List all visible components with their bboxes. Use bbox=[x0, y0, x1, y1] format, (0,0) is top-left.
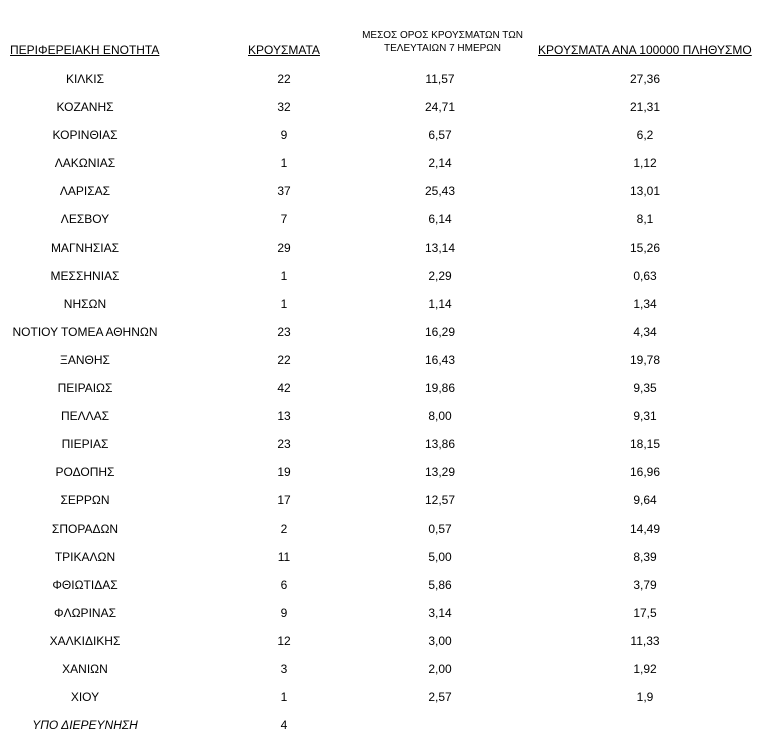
table-row bbox=[0, 66, 779, 94]
per100k-cell: 17,5 bbox=[633, 605, 657, 620]
per100k-cell: 21,31 bbox=[629, 100, 661, 115]
table-row bbox=[0, 347, 779, 375]
avg-cell: 16,43 bbox=[424, 352, 456, 367]
cases-cell: 13 bbox=[277, 409, 291, 424]
region-cell: ΦΛΩΡΙΝΑΣ bbox=[54, 605, 116, 620]
region-cell: ΝΗΣΩΝ bbox=[63, 296, 107, 311]
table-row bbox=[0, 572, 779, 600]
table-row bbox=[0, 94, 779, 122]
cases-cell: 1 bbox=[280, 268, 288, 283]
avg-cell: 2,00 bbox=[428, 661, 452, 676]
table-row bbox=[0, 403, 779, 431]
avg-cell: 12,57 bbox=[424, 493, 456, 508]
table-row bbox=[0, 656, 779, 684]
avg-cell: 8,00 bbox=[428, 409, 452, 424]
table-row bbox=[0, 544, 779, 572]
region-cell: ΝΟΤΙΟΥ ΤΟΜΕΑ ΑΘΗΝΩΝ bbox=[12, 324, 158, 339]
table-row bbox=[0, 206, 779, 234]
avg-cell: 5,00 bbox=[428, 549, 452, 564]
avg-cell: 0,57 bbox=[428, 521, 452, 536]
cases-cell: 29 bbox=[277, 240, 291, 255]
avg-cell: 2,57 bbox=[428, 690, 452, 705]
per100k-cell: 1,9 bbox=[636, 690, 654, 705]
per100k-cell: 13,01 bbox=[629, 184, 661, 199]
region-cell: ΚΟΡΙΝΘΙΑΣ bbox=[52, 128, 118, 143]
region-cell: ΛΑΡΙΣΑΣ bbox=[59, 184, 111, 199]
per100k-cell: 18,15 bbox=[629, 437, 661, 452]
avg-cell: 2,14 bbox=[428, 156, 452, 171]
table-row bbox=[0, 263, 779, 291]
cases-cell: 32 bbox=[277, 100, 291, 115]
per100k-cell: 9,35 bbox=[633, 381, 657, 396]
per100k-cell: 0,63 bbox=[633, 268, 657, 283]
per100k-cell: 1,92 bbox=[633, 661, 657, 676]
per100k-cell: 1,12 bbox=[633, 156, 657, 171]
cases-cell: 19 bbox=[277, 465, 291, 480]
region-cell: ΣΠΟΡΑΔΩΝ bbox=[51, 521, 119, 536]
cases-cell: 23 bbox=[277, 324, 291, 339]
cases-cell: 1 bbox=[280, 296, 288, 311]
header-region: ΠΕΡΙΦΕΡΕΙΑΚΗ ΕΝΟΤΗΤΑ bbox=[10, 43, 160, 57]
cases-cell: 9 bbox=[280, 605, 288, 620]
header-cases-per-100k: ΚΡΟΥΣΜΑΤΑ ΑΝΑ 100000 ΠΛΗΘΥΣΜΟ bbox=[538, 43, 752, 57]
region-cell: ΠΕΛΛΑΣ bbox=[60, 409, 110, 424]
avg-cell: 25,43 bbox=[424, 184, 456, 199]
region-cell: ΧΑΝΙΩΝ bbox=[62, 661, 108, 676]
header-7day-average bbox=[355, 29, 530, 55]
region-cell: ΛΑΚΩΝΙΑΣ bbox=[54, 156, 116, 171]
per100k-cell: 11,33 bbox=[630, 633, 660, 648]
table-row bbox=[0, 150, 779, 178]
region-cell: ΚΟΖΑΝΗΣ bbox=[56, 100, 114, 115]
table-row bbox=[0, 628, 779, 656]
region-cell: ΦΘΙΩΤΙΔΑΣ bbox=[52, 577, 118, 592]
header-cases: ΚΡΟΥΣΜΑΤΑ bbox=[248, 43, 320, 57]
table-row bbox=[0, 600, 779, 628]
region-cell: ΣΕΡΡΩΝ bbox=[60, 493, 110, 508]
table-row bbox=[0, 319, 779, 347]
per100k-cell: 6,2 bbox=[636, 128, 654, 143]
table-row bbox=[0, 235, 779, 263]
per100k-cell: 8,1 bbox=[636, 212, 654, 227]
per100k-cell: 15,26 bbox=[629, 240, 661, 255]
under-investigation-row bbox=[0, 712, 779, 740]
cases-cell: 11 bbox=[277, 549, 291, 564]
avg-cell: 2,29 bbox=[428, 268, 452, 283]
avg-cell: 3,00 bbox=[428, 633, 452, 648]
cases-cell: 7 bbox=[280, 212, 288, 227]
cases-cell: 12 bbox=[277, 633, 291, 648]
region-cell: ΠΕΙΡΑΙΩΣ bbox=[57, 381, 113, 396]
per100k-cell: 27,36 bbox=[629, 72, 661, 86]
table-row bbox=[0, 684, 779, 712]
per100k-cell: 3,79 bbox=[633, 577, 657, 592]
region-cell: ΧΑΛΚΙΔΙΚΗΣ bbox=[49, 633, 121, 648]
avg-cell: 3,14 bbox=[428, 605, 452, 620]
table-row bbox=[0, 291, 779, 319]
region-cell: ΡΟΔΟΠΗΣ bbox=[55, 465, 115, 480]
cases-cell: 42 bbox=[277, 381, 291, 396]
avg-cell: 6,57 bbox=[428, 128, 452, 143]
table-row bbox=[0, 516, 779, 544]
cases-cell: 1 bbox=[280, 156, 288, 171]
per100k-cell: 16,96 bbox=[629, 465, 661, 480]
cases-cell: 37 bbox=[277, 184, 291, 199]
table-row bbox=[0, 487, 779, 515]
per100k-cell: 19,78 bbox=[629, 352, 661, 367]
avg-cell: 19,86 bbox=[424, 381, 456, 396]
region-cell: ΧΙΟΥ bbox=[70, 690, 100, 705]
cases-cell: 17 bbox=[277, 493, 291, 508]
cases-cell: 23 bbox=[277, 437, 291, 452]
table-row bbox=[0, 431, 779, 459]
header-7day-average-line2: ΤΕΛΕΥΤΑΙΩΝ 7 ΗΜΕΡΩΝ bbox=[383, 43, 502, 54]
cases-cell: 9 bbox=[280, 128, 288, 143]
under-investigation-cases: 4 bbox=[280, 718, 288, 733]
avg-cell: 13,14 bbox=[424, 240, 456, 255]
per100k-cell: 14,49 bbox=[629, 521, 661, 536]
cases-cell: 22 bbox=[277, 352, 291, 367]
per100k-cell: 9,64 bbox=[633, 493, 657, 508]
avg-cell: 1,14 bbox=[428, 296, 452, 311]
cases-cell: 22 bbox=[277, 72, 291, 86]
table-row bbox=[0, 375, 779, 403]
header-7day-average-line1: ΜΕΣΟΣ ΟΡΟΣ ΚΡΟΥΣΜΑΤΩΝ ΤΩΝ bbox=[362, 30, 523, 41]
avg-cell: 16,29 bbox=[424, 324, 456, 339]
per100k-cell: 8,39 bbox=[633, 549, 657, 564]
avg-cell: 11,57 bbox=[425, 72, 455, 86]
avg-cell: 13,29 bbox=[424, 465, 456, 480]
region-cell: ΜΑΓΝΗΣΙΑΣ bbox=[50, 240, 120, 255]
cases-cell: 1 bbox=[280, 690, 288, 705]
table-row bbox=[0, 459, 779, 487]
region-cell: ΞΑΝΘΗΣ bbox=[60, 352, 110, 367]
per100k-cell: 1,34 bbox=[633, 296, 657, 311]
per100k-cell: 4,34 bbox=[633, 324, 657, 339]
region-cell: ΤΡΙΚΑΛΩΝ bbox=[54, 549, 116, 564]
avg-cell: 24,71 bbox=[424, 100, 456, 115]
region-cell: ΛΕΣΒΟΥ bbox=[60, 212, 110, 227]
table-row bbox=[0, 122, 779, 150]
cases-cell: 3 bbox=[280, 661, 288, 676]
under-investigation-label: ΥΠΟ ΔΙΕΡΕΥΝΗΣΗ bbox=[32, 718, 138, 733]
avg-cell: 5,86 bbox=[428, 577, 452, 592]
avg-cell: 6,14 bbox=[428, 212, 452, 227]
region-cell: ΚΙΛΚΙΣ bbox=[65, 72, 105, 86]
region-cell: ΜΕΣΣΗΝΙΑΣ bbox=[50, 268, 120, 283]
table-row bbox=[0, 178, 779, 206]
cases-cell: 6 bbox=[280, 577, 288, 592]
avg-cell: 13,86 bbox=[424, 437, 456, 452]
table-body bbox=[0, 66, 779, 740]
cases-cell: 2 bbox=[280, 521, 288, 536]
region-cell: ΠΙΕΡΙΑΣ bbox=[61, 437, 109, 452]
per100k-cell: 9,31 bbox=[633, 409, 657, 424]
